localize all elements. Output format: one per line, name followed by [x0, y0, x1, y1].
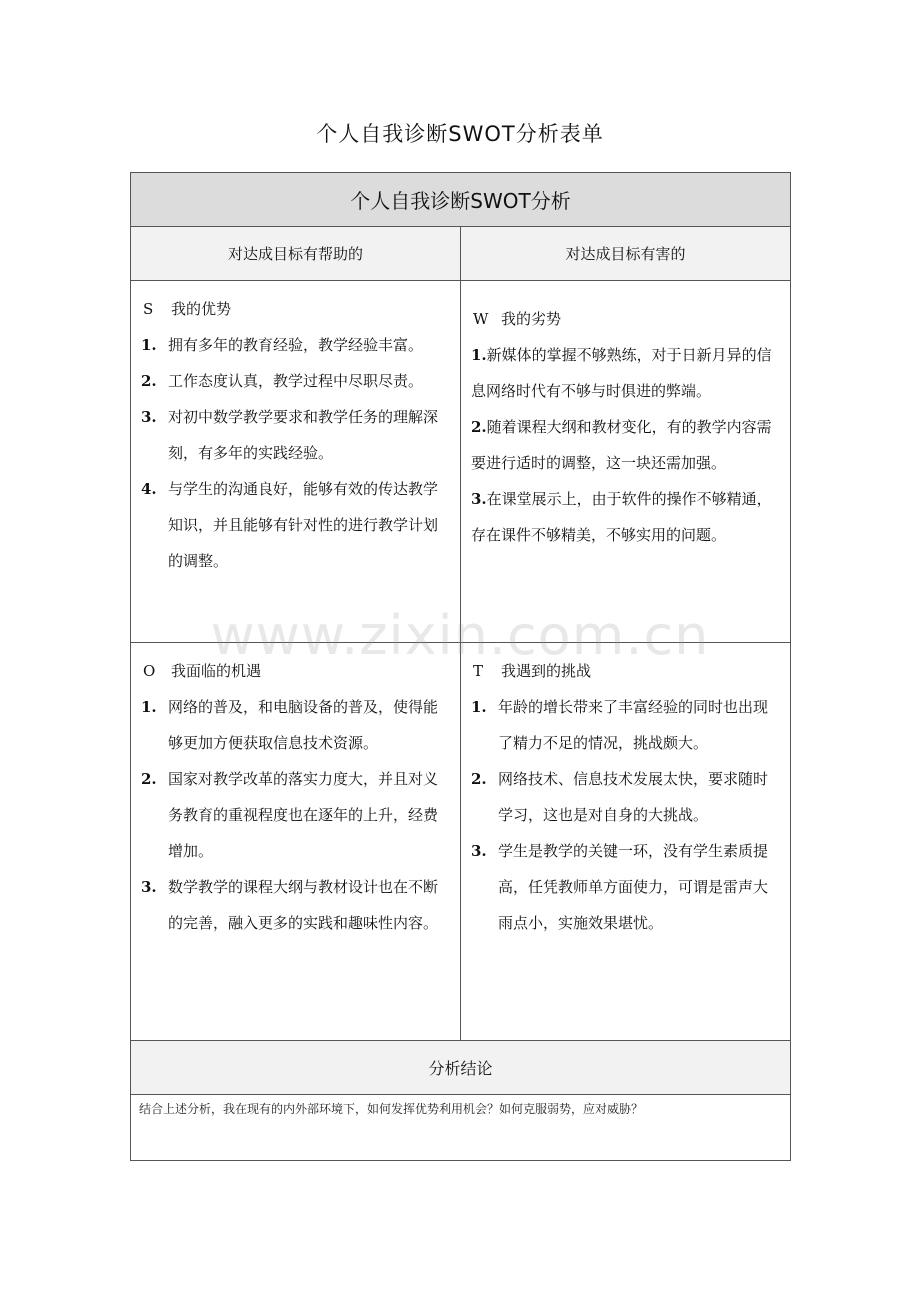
- conclusion-prompt: 结合上述分析，我在现有的内外部环境下，如何发挥优势利用机会？如何克服弱势，应对威胁？: [131, 1095, 791, 1161]
- item-text: 国家对教学改革的落实力度大，并且对义务教育的重视程度也在逐年的上升，经费增加。: [168, 770, 439, 860]
- list-item: [141, 761, 450, 869]
- conclusion-row: [131, 1095, 791, 1161]
- threats-cell: [461, 643, 791, 1041]
- threats-title: 我遇到的挑战: [501, 662, 592, 680]
- weaknesses-list: [471, 337, 780, 553]
- list-item: [471, 761, 780, 833]
- list-item: [141, 363, 450, 399]
- item-number: 2.: [471, 418, 487, 436]
- list-item: [141, 471, 450, 579]
- item-number: 3.: [471, 490, 487, 508]
- item-text: 随着课程大纲和教材变化，有的教学内容需要进行适时的调整，这一块还需加强。: [471, 418, 772, 472]
- threats-list: [471, 689, 780, 941]
- item-number: 3.: [141, 878, 157, 896]
- item-number: 2.: [141, 770, 157, 788]
- item-number: 1.: [471, 346, 487, 364]
- column-header-row: [131, 227, 791, 281]
- strengths-quadrant: [131, 281, 460, 579]
- opportunities-threats-row: [131, 643, 791, 1041]
- weaknesses-title: 我的劣势: [501, 310, 562, 328]
- strengths-list: [141, 327, 450, 579]
- list-item: [141, 689, 450, 761]
- swot-table: [130, 172, 791, 1161]
- threats-letter: T: [473, 662, 484, 680]
- item-text: 拥有多年的教育经验，教学经验丰富。: [168, 336, 424, 354]
- item-number: 2.: [141, 372, 157, 390]
- item-text: 对初中数学教学要求和教学任务的理解深刻，有多年的实践经验。: [168, 408, 439, 462]
- watermark: www.zixin.com.cn: [210, 604, 710, 667]
- column-header-helpful: 对达成目标有帮助的: [131, 227, 461, 281]
- strengths-weaknesses-row: [131, 281, 791, 643]
- item-text: 工作态度认真，教学过程中尽职尽责。: [168, 372, 424, 390]
- opportunities-title: 我面临的机遇: [171, 662, 262, 680]
- threats-quadrant: [461, 643, 790, 941]
- threats-heading: [471, 653, 780, 689]
- list-item: [471, 337, 780, 409]
- column-header-harmful: 对达成目标有害的: [461, 227, 791, 281]
- table-title: 个人自我诊断SWOT分析: [131, 173, 791, 227]
- item-text: 学生是教学的关键一环，没有学生素质提高，任凭教师单方面使力，可谓是雷声大雨点小，实施效果堪忧。: [498, 842, 769, 932]
- list-item: [141, 327, 450, 363]
- list-item: [471, 689, 780, 761]
- item-text: 在课堂展示上，由于软件的操作不够精通，存在课件不够精美，不够实用的问题。: [471, 490, 772, 544]
- item-number: 1.: [141, 336, 157, 354]
- list-item: [471, 481, 780, 553]
- strengths-heading: [141, 291, 450, 327]
- weaknesses-heading: [471, 301, 780, 337]
- opportunities-quadrant: [131, 643, 460, 941]
- item-text: 网络技术、信息技术发展太快，要求随时学习，这也是对自身的大挑战。: [498, 770, 769, 824]
- strengths-letter: S: [143, 300, 154, 318]
- item-text: 数学教学的课程大纲与教材设计也在不断的完善，融入更多的实践和趣味性内容。: [168, 878, 439, 932]
- item-number: 2.: [471, 770, 487, 788]
- table-title-row: [131, 173, 791, 227]
- list-item: [471, 409, 780, 481]
- weaknesses-cell: [461, 281, 791, 643]
- weaknesses-letter: W: [473, 310, 489, 328]
- list-item: [141, 869, 450, 941]
- item-number: 4.: [141, 480, 157, 498]
- conclusion-header-row: [131, 1041, 791, 1095]
- item-text: 年龄的增长带来了丰富经验的同时也出现了精力不足的情况，挑战颇大。: [498, 698, 769, 752]
- item-text: 网络的普及，和电脑设备的普及，使得能够更加方便获取信息技术资源。: [168, 698, 439, 752]
- list-item: [141, 399, 450, 471]
- strengths-title: 我的优势: [171, 300, 232, 318]
- list-item: [471, 833, 780, 941]
- opportunities-list: [141, 689, 450, 941]
- item-number: 3.: [471, 842, 487, 860]
- conclusion-heading: 分析结论: [131, 1041, 791, 1095]
- opportunities-letter: O: [143, 662, 156, 680]
- item-text: 与学生的沟通良好，能够有效的传达教学知识，并且能够有针对性的进行教学计划的调整。: [168, 480, 439, 570]
- item-number: 1.: [471, 698, 487, 716]
- item-number: 1.: [141, 698, 157, 716]
- opportunities-cell: [131, 643, 461, 1041]
- weaknesses-quadrant: [461, 281, 790, 553]
- strengths-cell: [131, 281, 461, 643]
- item-text: 新媒体的掌握不够熟练，对于日新月异的信息网络时代有不够与时俱进的弊端。: [471, 346, 772, 400]
- document-title: 个人自我诊断SWOT分析表单: [316, 122, 604, 146]
- opportunities-heading: [141, 653, 450, 689]
- item-number: 3.: [141, 408, 157, 426]
